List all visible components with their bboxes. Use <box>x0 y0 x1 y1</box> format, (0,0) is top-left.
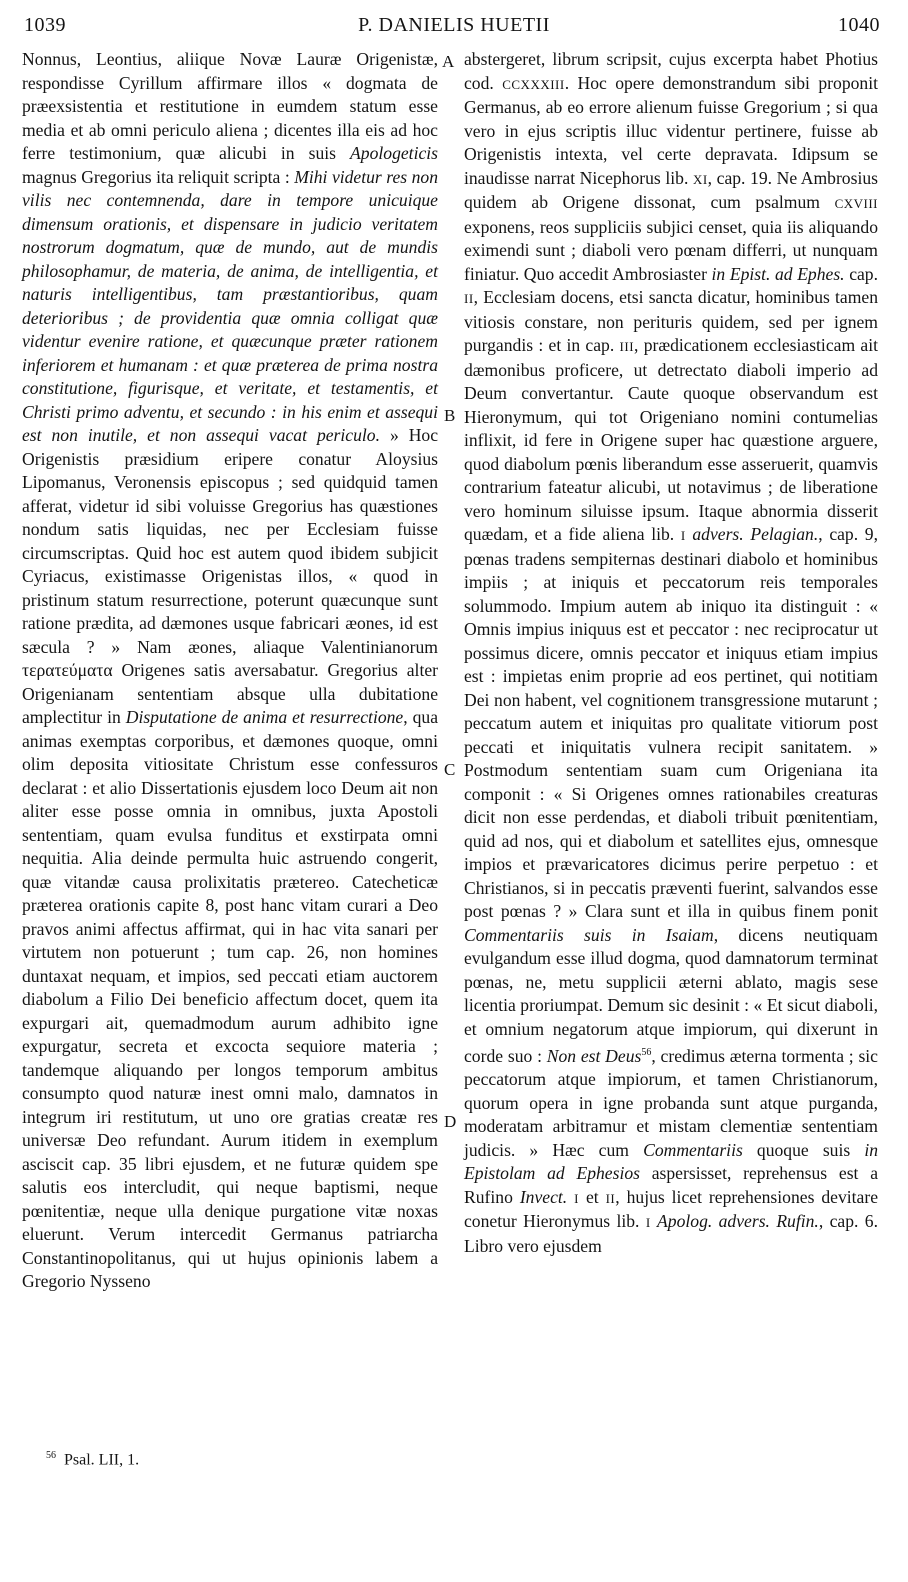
italic-run: Mihi videtur res non vilis nec contemnenda, dare in tempore unicuique dimensum orationis, et dispensare in judicio veritatem nostrorum dogmatum, quæ de mundo, aut de mundis philosophamur, de materia, de anima, de intelligentia, et naturis intelligentibus, tam præstantioribus, quam deterioribus ; de providentia quæ omnia colligat quæ videntur evenire ratione, et quæcunque præter rationem inferiorem et humanam : et quæ præterea de prima nostra constitutione, figurisque, et veritate, et testamentis, et Christi primo adventu, et secundo : in his enim et assequi est non inutile, et non assequi vacat periculo. <box>22 166 438 445</box>
roman-numeral-run: CCXXXIII <box>502 76 565 92</box>
roman-numeral-run: I <box>574 1190 579 1206</box>
text-run: , qua animas exemptas corporibus, et dæmones quoque, omni olim deposita vitiositate Christum esse confessuros declarat : et alio Dissertationis ejusdem loco Deum ait non aliter esse posse omnia in omnibus, juxta Apostoli sententiam, quam evulsa funditus et exstirpata omni nequitia. Alia deinde permulta huic astruendo congerit, quæ vitandæ causa prolixitatis prætereo. Catecheticæ præterea orationis capite 8, post hanc vitam curari a Deo pravos animi affectus affirmat, qui in hac vita sanari per virtutem non potuerunt ; tum cap. 26, non homines duntaxat nequam, et impios, sed peccati etiam auctorem diabolum a Filio Dei beneficio affectum docet, quem ita expurgari ait, quemadmodum aurum adhibito igne expurgatur, secreta et excocta sequiore materia ; tandemque aliquando per longos temporum ambitus consumpto quod naturæ inest omni malo, damnatos in integrum iri restitutum, ut uno ore gratias creatæ res universæ Deo refundant. Aurum itidem in exemplum asciscit cap. 35 libri ejusdem, et ne futuræ quidem spe salutis eos intercludit, qui neque baptismi, neque pœnitentiæ, neque ulla denique purgatione vitæ noxas eluerunt. Verum intercedit Germanus patriarcha Constantinopolitanus, qui ut hujus opinionis labem a Gregorio Nysseno <box>22 707 439 1291</box>
page-number-left: 1039 <box>24 14 66 36</box>
page-number-right: 1040 <box>838 14 880 36</box>
text-run: quoque suis <box>742 1139 865 1160</box>
italic-run: Invect. <box>519 1186 568 1207</box>
roman-numeral-run: III <box>619 339 635 354</box>
text-run: , prædicationem ecclesiasticam ait dæmonibus proficere, ut detrectato diaboli imperio ad Deum convertantur. Caute quoque observandum est Hieronymum, qui tot Origeniano nomini contumelias inflixit, id fere in Origene super hac quæstione arguere, quod diabolum pœnis liberandum esse asseruerit, quamvis contrarium fateatur alicubi, ut notavimus ; de liberatione vero hominum siluisse ipsum. Itaque abnormia disserit quædam, et a fide aliena lib. <box>464 335 878 544</box>
text-run: , cap. 19. Ne Ambrosius quidem ab Origene dissonat, cum psalmum <box>464 167 878 212</box>
text-run: exponens, reos suppliciis subjici censet, quia iis aliquando eximendi sunt ; diaboli vero pœnam differri, ut nunquam finiatur. Quo accedit Ambrosiaster <box>464 216 878 284</box>
text-run: magnus Gregorius ita reliquit scripta : <box>22 166 295 187</box>
italic-run: Apologeticis <box>350 143 438 163</box>
italic-run: advers. Pelagian. <box>692 524 819 544</box>
left-column <box>22 48 438 1294</box>
text-run: et <box>579 1186 606 1207</box>
right-column-text <box>464 48 878 1258</box>
italic-run: in Epist. ad Ephes. <box>711 263 845 284</box>
roman-numeral-run: I <box>680 528 686 543</box>
text-run: cap. <box>844 263 879 284</box>
text-run: , dicens neutiquam evulgandum esse illud dogma, quod damnatorum terminat pœnas, ne, metu supplicii æterni ablato, magis sese licentia proriumpat. Demum sic desinit : « Et sicut diaboli, et omnium negatorum atque impiorum, qui dixerunt in corde suo : <box>464 924 878 1066</box>
italic-run: Apolog. advers. Rufin. <box>657 1211 819 1232</box>
roman-numeral-run: II <box>605 1190 616 1206</box>
running-title: P. DANIELIS HUETII <box>358 14 550 36</box>
text-run: , credimus æterna tormenta ; sic peccatorum atque impiorum, et tamen Christianorum, quorum opera in igne probanda sunt atque purganda, moderatam arbitramur et mistam clementiæ sententiam judicis. » Hæc cum <box>464 1045 878 1160</box>
margin-marker-a: A <box>442 52 455 71</box>
text-run: . Hoc opere demonstrandum sibi proponit Germanus, ab eo errore alienum fuisse Gregorium ; si qua vero in ejus scriptis illuc videntur pertinere, fuisse ab Origenistis intexta, vel certe depravata. Idipsum se inaudisse narrat Nicephorus lib. <box>464 72 878 188</box>
roman-numeral-run: XI <box>692 171 708 187</box>
italic-run: Disputatione de anima et resurrectione <box>125 707 404 727</box>
text-run: aspersisset, reprehensus est a Rufino <box>464 1163 878 1207</box>
text-run: , cap. 6. Libro vero ejusdem <box>464 1211 878 1256</box>
running-header <box>0 14 908 44</box>
footnote <box>46 1450 139 1469</box>
footnote-text: Psal. LII, 1. <box>64 1451 140 1469</box>
italic-run: Commentariis <box>643 1139 743 1160</box>
text-run: » Hoc Origenistis præsidium eripere conatur Aloysius Lipomanus, Veronensis episcopus ; sed quidquid tamen afferat, videtur id sibi voluisse Gregorius has quæstiones nondum satis liquidas, nec per Ecclesiam fuisse circumscriptas. Quid hoc est autem quod ibidem subjicit Cyriacus, existimasse Origenistas illos, « quod in pristinum statum resurrectione, poterunt quæcunque sunt ratione prædita, ad dæmones usque fabricari æones, id est sæcula ? » Nam æones, aliaque Valentinianorum τερατεύματα Origenes satis aversabatur. Gregorius alter Origenianam sententiam absque ulla dubitatione amplectitur in <box>22 425 439 727</box>
footnote-ref: 56 <box>641 1047 652 1058</box>
margin-marker-c: C <box>444 760 456 779</box>
text-run: , hujus licet reprehensiones devitare conetur Hieronymus lib. <box>464 1186 879 1232</box>
text-run: abstergeret, librum scripsit, cujus excerpta habet Photius cod. <box>464 49 878 93</box>
text-run: Nonnus, Leontius, aliique Novæ Lauræ Origenistæ, respondisse Cyrillum affirmare illos « dogmata de præexsistentia et restitutione in eumdem statum esse media et ab omni periculo aliena ; dicentes illa eis ad hoc ferre testimonium, quæ alicubi in suis <box>22 49 438 163</box>
italic-run: Commentariis suis in Isaiam <box>464 924 714 945</box>
text-run: , cap. 9, pœnas tradens sempiternas destinari diabolo et hominibus impiis ; at iniquis et peccatorum reis temporales solummodo. Impium autem ab iniquo ita distinguit : « Omnis impius iniquus est et peccator : nec reciprocatur ut possimus dicere, omnis peccator et iniquus etiam impius est : impietas enim proprie ad eos pertinet, qui notitiam Dei non habent, vel cognitionem transgressione mutarunt ; peccatum autem et iniquitas pro qualitate vitiorum post peccati et iniquitatis vulnera recipit sanitatem. » Postmodum sententiam suam cum Origeniana ita componit : « Si Origenes omnes rationabiles creaturas dicit non esse perdendas, et diaboli tribuit pœnitentiam, quid ad nos, qui et diabolum et satellites ejus, omnesque impios et prævaricatores dicimus perire perpetuo : et Christianos, si in peccatis præventi fuerint, salvandos esse post pœnas ? » Clara sunt et illa in quibus finem ponit <box>464 524 878 921</box>
footnote-number: 56 <box>46 1450 56 1461</box>
italic-run: in Epistolam ad Ephesios <box>464 1139 878 1184</box>
text-run: , Ecclesiam docens, etsi sancta dicatur, hominibus tamen vitiosis constare, non perituris quidem, sed per ignem purgandis : et in cap. <box>464 287 878 355</box>
roman-numeral-run: II <box>464 291 474 306</box>
left-column-text <box>22 48 438 1294</box>
roman-numeral-run: I <box>645 1215 651 1231</box>
margin-marker-b: B <box>444 406 456 425</box>
right-column <box>464 48 878 1258</box>
margin-marker-d: D <box>444 1112 457 1131</box>
roman-numeral-run: CXVIII <box>834 196 878 211</box>
italic-run: Non est Deus <box>546 1045 642 1066</box>
